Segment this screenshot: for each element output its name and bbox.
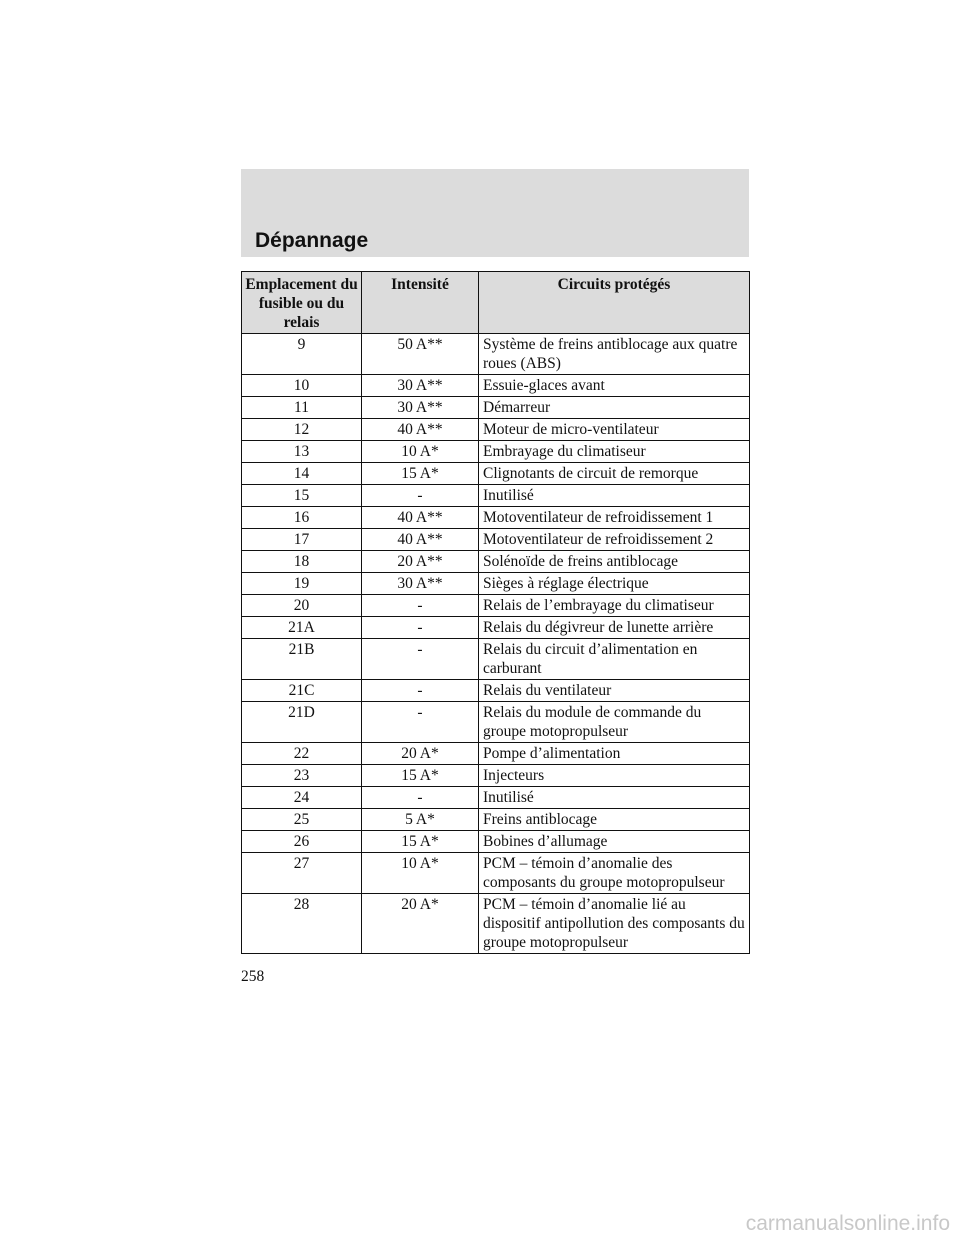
cell-amperage: 20 A** — [362, 551, 479, 573]
cell-location: 18 — [242, 551, 362, 573]
cell-amperage: 15 A* — [362, 765, 479, 787]
fuse-table — [241, 271, 750, 954]
cell-circuit: Solénoïde de freins antiblocage — [479, 551, 750, 573]
cell-amperage: - — [362, 680, 479, 702]
cell-location: 15 — [242, 485, 362, 507]
cell-amperage: 40 A** — [362, 507, 479, 529]
table-row — [242, 894, 750, 954]
cell-location: 21A — [242, 617, 362, 639]
cell-location: 14 — [242, 463, 362, 485]
table-row — [242, 809, 750, 831]
cell-location: 10 — [242, 375, 362, 397]
cell-location: 19 — [242, 573, 362, 595]
cell-amperage: 30 A** — [362, 397, 479, 419]
table-row — [242, 853, 750, 894]
cell-circuit: Relais de l’embrayage du climatiseur — [479, 595, 750, 617]
cell-amperage: 15 A* — [362, 463, 479, 485]
cell-amperage: 40 A** — [362, 419, 479, 441]
cell-amperage: 40 A** — [362, 529, 479, 551]
cell-circuit: Relais du ventilateur — [479, 680, 750, 702]
cell-amperage: - — [362, 702, 479, 743]
table-row — [242, 441, 750, 463]
cell-location: 21C — [242, 680, 362, 702]
cell-location: 17 — [242, 529, 362, 551]
cell-location: 22 — [242, 743, 362, 765]
cell-circuit: Démarreur — [479, 397, 750, 419]
page-number: 258 — [241, 968, 265, 985]
column-header-circuits: Circuits protégés — [479, 272, 750, 334]
cell-location: 12 — [242, 419, 362, 441]
table-row — [242, 617, 750, 639]
cell-amperage: 50 A** — [362, 334, 479, 375]
cell-amperage: 10 A* — [362, 441, 479, 463]
cell-circuit: Clignotants de circuit de remorque — [479, 463, 750, 485]
table-row — [242, 419, 750, 441]
cell-amperage: 30 A** — [362, 573, 479, 595]
table-row — [242, 573, 750, 595]
cell-amperage: 15 A* — [362, 831, 479, 853]
cell-amperage: 10 A* — [362, 853, 479, 894]
watermark: carmanualsonline.info — [745, 1212, 950, 1235]
cell-circuit: Freins antiblocage — [479, 809, 750, 831]
cell-location: 23 — [242, 765, 362, 787]
cell-circuit: Motoventilateur de refroidissement 2 — [479, 529, 750, 551]
cell-amperage: 5 A* — [362, 809, 479, 831]
cell-circuit: Inutilisé — [479, 485, 750, 507]
column-header-location: Emplacement du fusible ou du relais — [242, 272, 362, 334]
cell-location: 27 — [242, 853, 362, 894]
cell-circuit: PCM – témoin d’anomalie lié au dispositif antipollution des composants du groupe motopropulseur — [479, 894, 750, 954]
table-row — [242, 529, 750, 551]
table-row — [242, 507, 750, 529]
cell-location: 26 — [242, 831, 362, 853]
cell-circuit: PCM – témoin d’anomalie des composants du groupe motopropulseur — [479, 853, 750, 894]
table-row — [242, 485, 750, 507]
cell-location: 9 — [242, 334, 362, 375]
cell-circuit: Système de freins antiblocage aux quatre roues (ABS) — [479, 334, 750, 375]
table-row — [242, 334, 750, 375]
table-row — [242, 595, 750, 617]
table-row — [242, 397, 750, 419]
column-header-amperage: Intensité — [362, 272, 479, 334]
table-row — [242, 765, 750, 787]
cell-location: 20 — [242, 595, 362, 617]
cell-circuit: Motoventilateur de refroidissement 1 — [479, 507, 750, 529]
cell-circuit: Moteur de micro-ventilateur — [479, 419, 750, 441]
cell-location: 13 — [242, 441, 362, 463]
table-header-row — [242, 272, 750, 334]
cell-amperage: - — [362, 595, 479, 617]
cell-amperage: - — [362, 639, 479, 680]
cell-amperage: 20 A* — [362, 743, 479, 765]
cell-location: 21D — [242, 702, 362, 743]
cell-amperage: - — [362, 485, 479, 507]
cell-circuit: Pompe d’alimentation — [479, 743, 750, 765]
cell-amperage: 30 A** — [362, 375, 479, 397]
cell-circuit: Bobines d’allumage — [479, 831, 750, 853]
table-row — [242, 787, 750, 809]
section-title: Dépannage — [255, 229, 369, 252]
cell-circuit: Embrayage du climatiseur — [479, 441, 750, 463]
cell-location: 21B — [242, 639, 362, 680]
table-row — [242, 743, 750, 765]
table-row — [242, 551, 750, 573]
table-row — [242, 831, 750, 853]
cell-circuit: Essuie-glaces avant — [479, 375, 750, 397]
cell-circuit: Inutilisé — [479, 787, 750, 809]
cell-circuit: Relais du circuit d’alimentation en carburant — [479, 639, 750, 680]
cell-amperage: 20 A* — [362, 894, 479, 954]
cell-circuit: Injecteurs — [479, 765, 750, 787]
table-row — [242, 639, 750, 680]
table-row — [242, 702, 750, 743]
cell-location: 16 — [242, 507, 362, 529]
cell-amperage: - — [362, 617, 479, 639]
table-row — [242, 680, 750, 702]
cell-circuit: Relais du dégivreur de lunette arrière — [479, 617, 750, 639]
table-row — [242, 463, 750, 485]
table-row — [242, 375, 750, 397]
cell-location: 25 — [242, 809, 362, 831]
cell-circuit: Sièges à réglage électrique — [479, 573, 750, 595]
cell-location: 11 — [242, 397, 362, 419]
cell-location: 28 — [242, 894, 362, 954]
cell-location: 24 — [242, 787, 362, 809]
cell-amperage: - — [362, 787, 479, 809]
cell-circuit: Relais du module de commande du groupe motopropulseur — [479, 702, 750, 743]
